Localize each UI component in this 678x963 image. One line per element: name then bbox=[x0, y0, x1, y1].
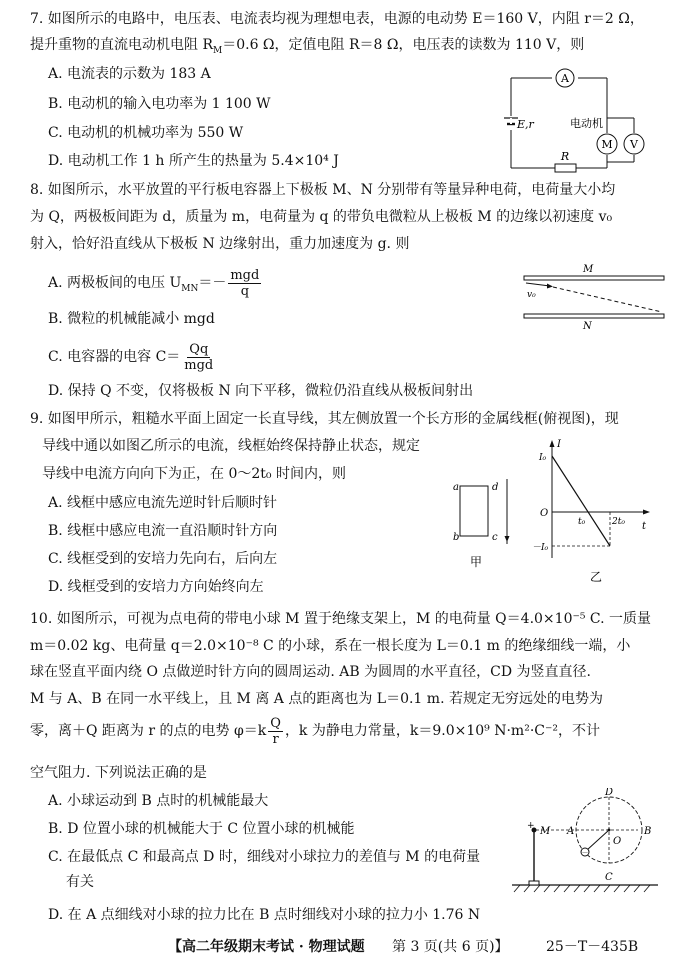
m-charge-sign: + bbox=[527, 821, 535, 831]
q10-stem-line6: 空气阻力. 下列说法正确的是 bbox=[30, 765, 207, 781]
q9-option-b: B. 线框中感应电流一直沿顺时针方向 bbox=[48, 523, 278, 539]
footer-title: 【高二年级期末考试 · 物理试题 bbox=[168, 939, 365, 955]
q8-c-den: mgd bbox=[184, 357, 214, 373]
q8-a-sub: MN bbox=[181, 283, 199, 294]
motor-label: 电动机 bbox=[570, 117, 603, 130]
q9-stem-line3: 导线中电流方向向下为正，在 0～2t₀ 时间内，则 bbox=[42, 466, 346, 482]
ammeter-label: A bbox=[561, 72, 569, 85]
plate-m-label: M bbox=[583, 264, 594, 275]
current-arrow-icon bbox=[505, 536, 510, 542]
t-axis-arrow-icon bbox=[643, 510, 650, 515]
page-footer bbox=[0, 936, 678, 956]
caption-jia: 甲 bbox=[469, 555, 483, 569]
q7-stem-line1: 7. 如图所示的电路中，电压表、电流表均视为理想电表，电源的电动势 E＝160 V，内阻 r＝2 Ω， bbox=[30, 11, 644, 27]
ball-charge-sign: － bbox=[581, 849, 589, 857]
q10-option-c-cont: 有关 bbox=[66, 874, 94, 890]
q7-option-d: D. 电动机工作 1 h 所产生的热量为 5.4×10⁴ J bbox=[48, 153, 339, 169]
q7-option-c: C. 电动机的机械功率为 550 W bbox=[48, 125, 244, 141]
velocity-arrow-icon bbox=[526, 283, 550, 286]
q10-figure bbox=[510, 788, 670, 896]
q10-line5-rest: ，k 为静电力常量，k＝9.0×10⁹ N·m²·C⁻²，不计 bbox=[284, 723, 600, 739]
q9-figure-jia bbox=[446, 474, 516, 574]
corner-a: a bbox=[453, 482, 459, 493]
q7-sub: M bbox=[213, 45, 223, 56]
q9-stem-line2: 导线中通以如图乙所示的电流，线框始终保持静止状态，规定 bbox=[42, 438, 420, 454]
i0-label: I₀ bbox=[539, 453, 547, 463]
q10-fraction bbox=[268, 716, 283, 747]
q8-capacitor-figure bbox=[516, 260, 666, 332]
corner-c: c bbox=[492, 532, 498, 543]
trajectory-line bbox=[553, 287, 662, 312]
q10-frac-num: Q bbox=[270, 715, 281, 731]
q10-frac-den: r bbox=[272, 731, 279, 747]
q8-a-den: q bbox=[240, 283, 250, 299]
i-axis-label: I bbox=[557, 439, 561, 450]
q10-line5-text: 零，离＋Q 距离为 r 的点的电势 φ＝k bbox=[30, 723, 267, 739]
caption-yi: 乙 bbox=[589, 570, 603, 584]
label-a: A bbox=[567, 826, 575, 837]
neg-i0-label: －I₀ bbox=[532, 543, 549, 553]
t-axis-label: t bbox=[642, 521, 647, 532]
q9-option-d: D. 线框受到的安培力方向始终向左 bbox=[48, 579, 264, 595]
origin-label: O bbox=[540, 508, 549, 519]
q10-option-a: A. 小球运动到 B 点时的机械能最大 bbox=[48, 793, 269, 809]
q10-stem-line5 bbox=[30, 714, 600, 748]
q8-a-fraction bbox=[228, 268, 261, 299]
q10-option-d: D. 在 A 点细线对小球的拉力比在 B 点时细线对小球的拉力小 1.76 N bbox=[48, 907, 481, 923]
i-axis-arrow-icon bbox=[550, 440, 555, 447]
source-label: E,r bbox=[517, 118, 534, 131]
q7-circuit-figure bbox=[500, 66, 660, 178]
footer-page-number: 第 3 页(共 6 页)】 bbox=[392, 939, 509, 955]
q8-option-a bbox=[48, 266, 263, 306]
q10-stem-line2: m＝0.02 kg、电荷量 q＝2.0×10⁻⁸ C 的小球，系在一根长度为 L＝0.1 m 的绝缘细线一端，小 bbox=[30, 638, 631, 654]
label-b: B bbox=[644, 826, 652, 837]
corner-d: d bbox=[492, 482, 499, 493]
q7-option-b: B. 电动机的输入电功率为 1 100 W bbox=[48, 96, 271, 112]
q8-a-text: A. 两极板间的电压 U bbox=[48, 275, 182, 291]
motor-symbol: M bbox=[601, 138, 613, 151]
footer-code: 25－T－435B bbox=[546, 939, 639, 955]
q8-c-fraction bbox=[182, 342, 215, 373]
t2-label: 2t₀ bbox=[612, 517, 625, 527]
plate-n-label: N bbox=[583, 321, 592, 332]
q8-a-mid: ＝－ bbox=[198, 275, 227, 291]
q10-stem-line1: 10. 如图所示，可视为点电荷的带电小球 M 置于绝缘支架上，M 的电荷量 Q＝4.0×10⁻⁵ C. 一质量 bbox=[30, 611, 652, 627]
q9-option-a: A. 线框中感应电流先逆时针后顺时针 bbox=[48, 495, 278, 511]
q8-c-text: C. 电容器的电容 C＝ bbox=[48, 349, 181, 365]
wire-frame bbox=[460, 486, 488, 536]
current-line bbox=[552, 456, 610, 546]
q7-text: 提升重物的直流电动机电阻 R bbox=[30, 37, 213, 53]
bottom-plate bbox=[524, 314, 664, 318]
q8-option-c bbox=[48, 340, 217, 374]
q9-stem-line1: 9. 如图甲所示，粗糙水平面上固定一长直导线，其左侧放置一个长方形的金属线框(俯视图)，现 bbox=[30, 411, 619, 427]
q8-stem-line2: 为 Q，两极板间距为 d，质量为 m，电荷量为 q 的带负电微粒从上极板 M 的边缘以初速度 v₀ bbox=[30, 209, 613, 225]
velocity-label: v₀ bbox=[527, 290, 536, 300]
label-o: O bbox=[613, 836, 622, 847]
q7-option-a: A. 电流表的示数为 183 A bbox=[48, 66, 211, 82]
voltmeter-label: V bbox=[630, 138, 638, 151]
top-plate bbox=[524, 276, 664, 280]
q10-stem-line3: 球在竖直平面内绕 O 点做逆时针方向的圆周运动. AB 为圆周的水平直径，CD 为竖直直径. bbox=[30, 664, 591, 680]
q8-option-b: B. 微粒的机械能减小 mgd bbox=[48, 311, 215, 327]
q8-c-num: Qq bbox=[189, 341, 209, 357]
q9-figure-yi bbox=[526, 436, 666, 594]
q8-option-d: D. 保持 Q 不变，仅将极板 N 向下平移，微粒仍沿直线从极板间射出 bbox=[48, 383, 474, 399]
q8-stem-line1: 8. 如图所示，水平放置的平行板电容器上下极板 M、N 分别带有等量异种电荷，电荷量大小均 bbox=[30, 182, 616, 198]
q10-stem-line4: M 与 A、B 在同一水平线上，且 M 离 A 点的距离也为 L＝0.1 m. 若规定无穷远处的电势为 bbox=[30, 691, 603, 707]
string bbox=[587, 830, 609, 850]
q10-option-c: C. 在最低点 C 和最高点 D 时，细线对小球拉力的差值与 M 的电荷量 bbox=[48, 849, 481, 865]
label-c: C bbox=[605, 872, 613, 883]
q7-stem-line2 bbox=[30, 36, 584, 60]
resistor-icon bbox=[555, 164, 576, 172]
q9-option-c: C. 线框受到的安培力先向右，后向左 bbox=[48, 551, 278, 567]
q7-text-rest: ＝0.6 Ω，定值电阻 R＝8 Ω，电压表的读数为 110 V，则 bbox=[222, 37, 585, 53]
q8-stem-line3: 射入，恰好沿直线从下极板 N 边缘射出，重力加速度为 g. 则 bbox=[30, 236, 410, 252]
corner-b: b bbox=[453, 532, 460, 543]
t0-label: t₀ bbox=[578, 517, 586, 527]
label-m: M bbox=[540, 826, 551, 837]
q8-a-num: mgd bbox=[230, 267, 260, 283]
label-d: D bbox=[605, 788, 614, 798]
resistor-label: R bbox=[560, 150, 570, 163]
q10-option-b: B. D 位置小球的机械能大于 C 位置小球的机械能 bbox=[48, 821, 355, 837]
